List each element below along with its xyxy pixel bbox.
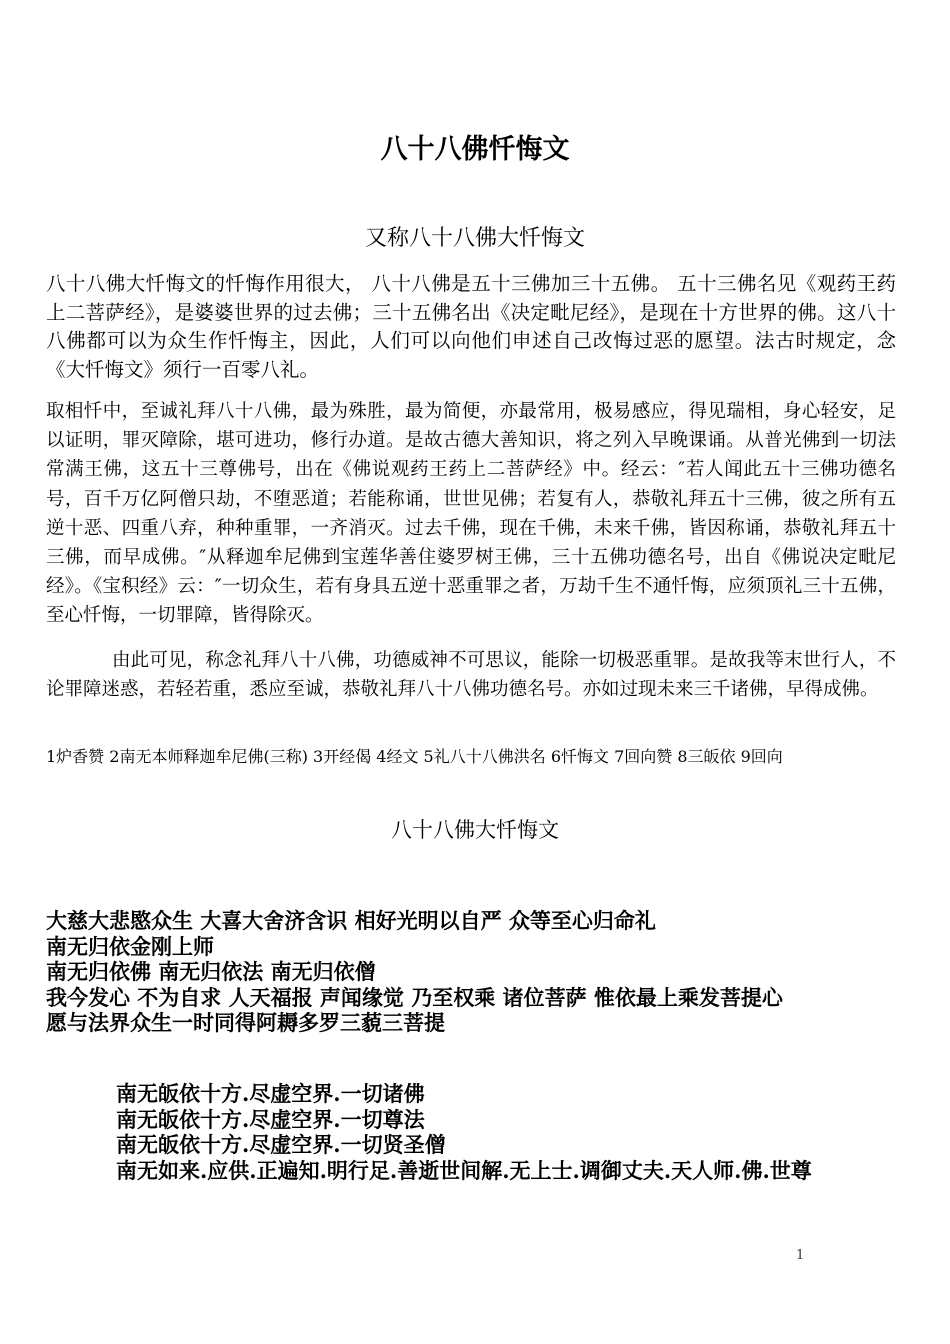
section-title: 八十八佛大忏悔文 [391,818,559,842]
ritual-order-list: 1炉香赞 2南无本师释迦牟尼佛(三称) 3开经偈 4经文 5礼八十八佛洪名 6忏悔文 7回向赞 8三皈依 9回向 [46,747,783,766]
verses-block [46,908,886,1036]
verse-line: 愿与法界众生一时同得阿耨多罗三藐三菩提 [46,1010,445,1035]
verse-line: 南无归依佛 南无归依法 南无归依僧 [46,959,376,984]
verse-line: 南无归依金刚上师 [46,933,214,959]
intro-paragraph: 八十八佛大忏悔文的忏悔作用很大， 八十八佛是五十三佛加三十五佛。 五十三佛名见《观药王药上二菩萨经》，是婆婆世界的过去佛；三十五佛名出《决定毗尼经》，是现在十方世界的佛。这八十八佛都可以为众生作忏悔主，因此，人们可以向他们申述自己改悔过恶的愿望。法古时规定，念《大忏悔文》须行一百零八礼。 [46,272,896,381]
refuge-block [116,1081,876,1183]
refuge-line: 南无皈依十方.尽虚空界.一切贤圣僧 [116,1132,446,1157]
refuge-line: 南无皈依十方.尽虚空界.一切诸佛 [116,1081,425,1106]
body-paragraph: 取相忏中，至诚礼拜八十八佛，最为殊胜，最为简便，亦最常用，极易感应，得见瑞相，身心轻安，足以证明，罪灭障除，堪可进功，修行办道。是故古德大善知识，将之列入早晚课诵。从普光佛到一切法常满王佛，这五十三尊佛号，出在《佛说观药王药上二菩萨经》中。经云：″若人闻此五十三佛功德名号，百千万亿阿僧只劫，不堕恶道；若能称诵，世世见佛；若复有人，恭敬礼拜五十三佛，彼之所有五逆十恶、四重八弃，种种重罪，一齐消灭。过去千佛，现在千佛，未来千佛，皆因称诵，恭敬礼拜五十三佛，而早成佛。″从释迦牟尼佛到宝莲华善住婆罗树王佛，三十五佛功德名号，出自《佛说决定毗尼经》。《宝积经》云：″一切众生，若有身具五逆十恶重罪之者，万劫千生不通忏悔，应须顶礼三十五佛，至心忏悔，一切罪障，皆得除灭。 [46,401,896,627]
verse-line: 我今发心 不为自求 人天福报 声闻缘觉 乃至权乘 诸位菩萨 惟依最上乘发菩提心 [46,984,783,1010]
verse-line: 大慈大悲愍众生 大喜大舍济含识 相好光明以自严 众等至心归命礼 [46,908,656,933]
refuge-line: 南无如来.应供.正遍知.明行足.善逝世间解.无上士.调御丈夫.天人师.佛.世尊 [116,1157,812,1183]
refuge-line: 南无皈依十方.尽虚空界.一切尊法 [116,1106,425,1132]
page-number: 1 [796,1248,805,1263]
conclusion-paragraph: 由此可见，称念礼拜八十八佛，功德威神不可思议，能除一切极恶重罪。是故我等末世行人，不论罪障迷惑，若轻若重，悉应至诚，恭敬礼拜八十八佛功德名号。亦如过现未来三千诸佛，早得成佛。 [46,650,896,701]
document-subtitle: 又称八十八佛大忏悔文 [364,226,585,251]
document-title: 八十八佛忏悔文 [380,134,570,165]
